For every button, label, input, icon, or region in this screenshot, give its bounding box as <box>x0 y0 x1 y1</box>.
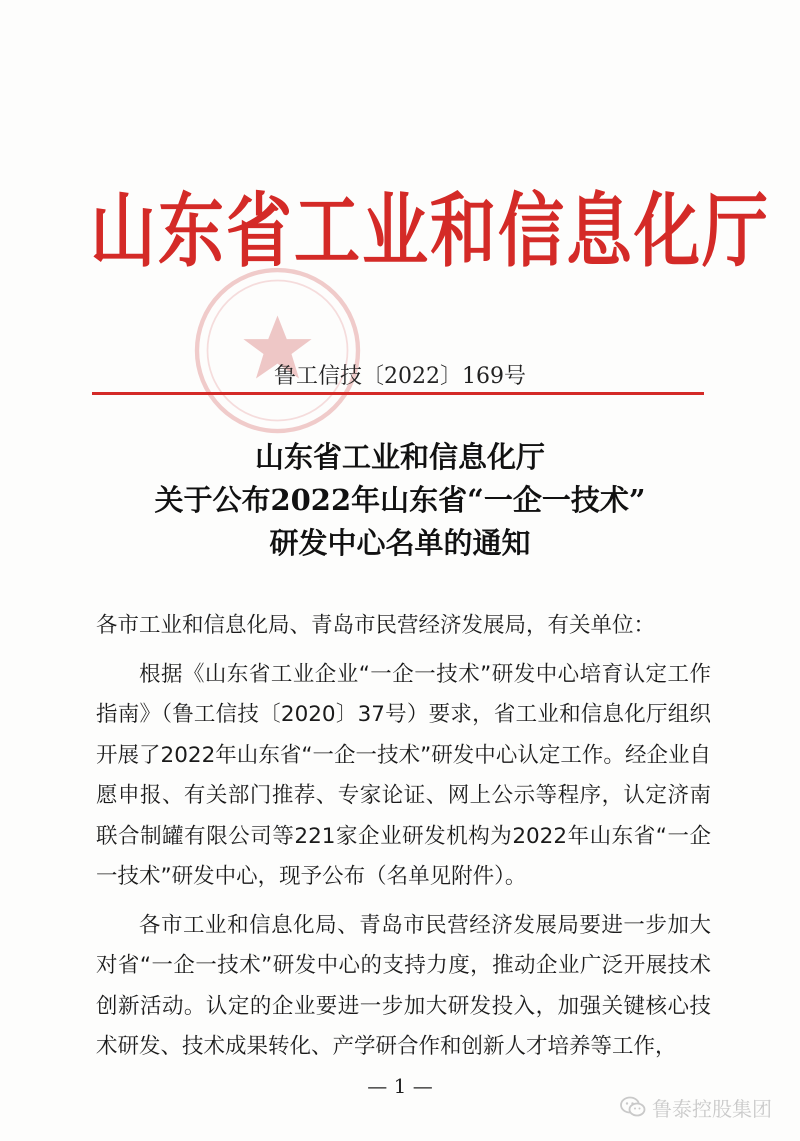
document-body <box>96 606 711 1076</box>
red-divider-line <box>92 392 704 395</box>
issuer-heading: 山东省工业和信息化厅 <box>90 184 770 279</box>
wechat-icon <box>620 1096 646 1118</box>
body-paragraph-1: 根据《山东省工业企业“一企一技术”研发中心培育认定工作指南》（鲁工信技〔2020〕37号）要求，省工业和信息化厅组织开展了2022年山东省“一企一技术”研发中心认定工作。经企业自愿申报、有关部门推荐、专家论证、网上公示等程序，认定济南联合制罐有限公司等221家企业研发机构为2022年山东省“一企一技术”研发中心，现予公布（名单见附件）。 <box>96 661 711 889</box>
title-line-3: 研发中心名单的通知 <box>269 526 531 560</box>
addressee: 各市工业和信息化局、青岛市民营经济发展局，有关单位： <box>96 613 656 638</box>
document-number: 鲁工信技〔2022〕169号 <box>274 364 526 389</box>
body-paragraph-2: 各市工业和信息化局、青岛市民营经济发展局要进一步加大对省“一企一技术”研发中心的支持力度，推动企业广泛开展技术创新活动。认定的企业要进一步加大研发投入，加强关键核心技术研发、技术成果转化、产学研合作和创新人才培养等工作， <box>96 912 711 1059</box>
title-line-1: 山东省工业和信息化厅 <box>254 440 545 474</box>
document-title <box>0 436 800 565</box>
official-seal-icon <box>190 263 365 438</box>
title-line-2: 关于公布2022年山东省“一企一技术” <box>154 483 646 517</box>
wechat-watermark <box>620 1090 772 1124</box>
page-number: — 1 — <box>367 1074 433 1098</box>
watermark-label: 鲁泰控股集团 <box>652 1096 772 1121</box>
